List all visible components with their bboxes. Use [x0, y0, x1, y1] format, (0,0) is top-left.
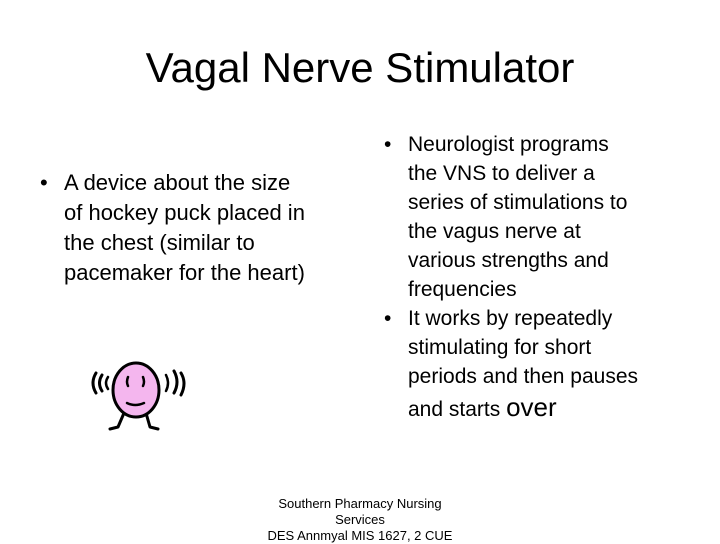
right-bullet-item-programs: [384, 130, 714, 304]
left-bullet-item: [40, 168, 390, 288]
bullet-line: It works by repeatedly: [408, 307, 613, 330]
bullet-line: pacemaker for the heart): [64, 260, 305, 285]
vibrating-device-character-icon: [80, 355, 200, 445]
right-bullet-list: [384, 130, 714, 424]
bullet-line: series of stimulations to: [408, 191, 628, 214]
left-bullet-list: [40, 168, 390, 288]
bullet-line: frequencies: [408, 278, 517, 301]
bullet-line: stimulating for short: [408, 336, 592, 359]
slide-title: Vagal Nerve Stimulator: [145, 44, 575, 91]
bullet-glyph: •: [384, 133, 392, 156]
footer-line: Services: [335, 512, 385, 527]
bullet-line: Neurologist programs: [408, 133, 609, 156]
footer-line: DES Annmyal MIS 1627, 2 CUE: [267, 528, 453, 543]
bullet-glyph: •: [40, 170, 48, 195]
bullet-line: periods and then pauses: [408, 365, 639, 388]
bullet-line: A device about the size: [64, 170, 291, 195]
footer-line: Southern Pharmacy Nursing: [278, 496, 442, 511]
bullet-line: various strengths and: [408, 249, 609, 272]
bullet-line-start: and starts: [408, 398, 507, 421]
bullet-line: the chest (similar to: [64, 230, 255, 255]
bullet-line: of hockey puck placed in: [64, 200, 305, 225]
bullet-line-end: over: [506, 392, 557, 422]
bullet-line-last: [408, 393, 714, 424]
bullet-line: the VNS to deliver a: [408, 162, 595, 185]
right-bullet-item-works: [384, 304, 714, 424]
bullet-line: the vagus nerve at: [408, 220, 581, 243]
bullet-glyph: •: [384, 307, 392, 330]
slide-footer: [230, 496, 490, 544]
